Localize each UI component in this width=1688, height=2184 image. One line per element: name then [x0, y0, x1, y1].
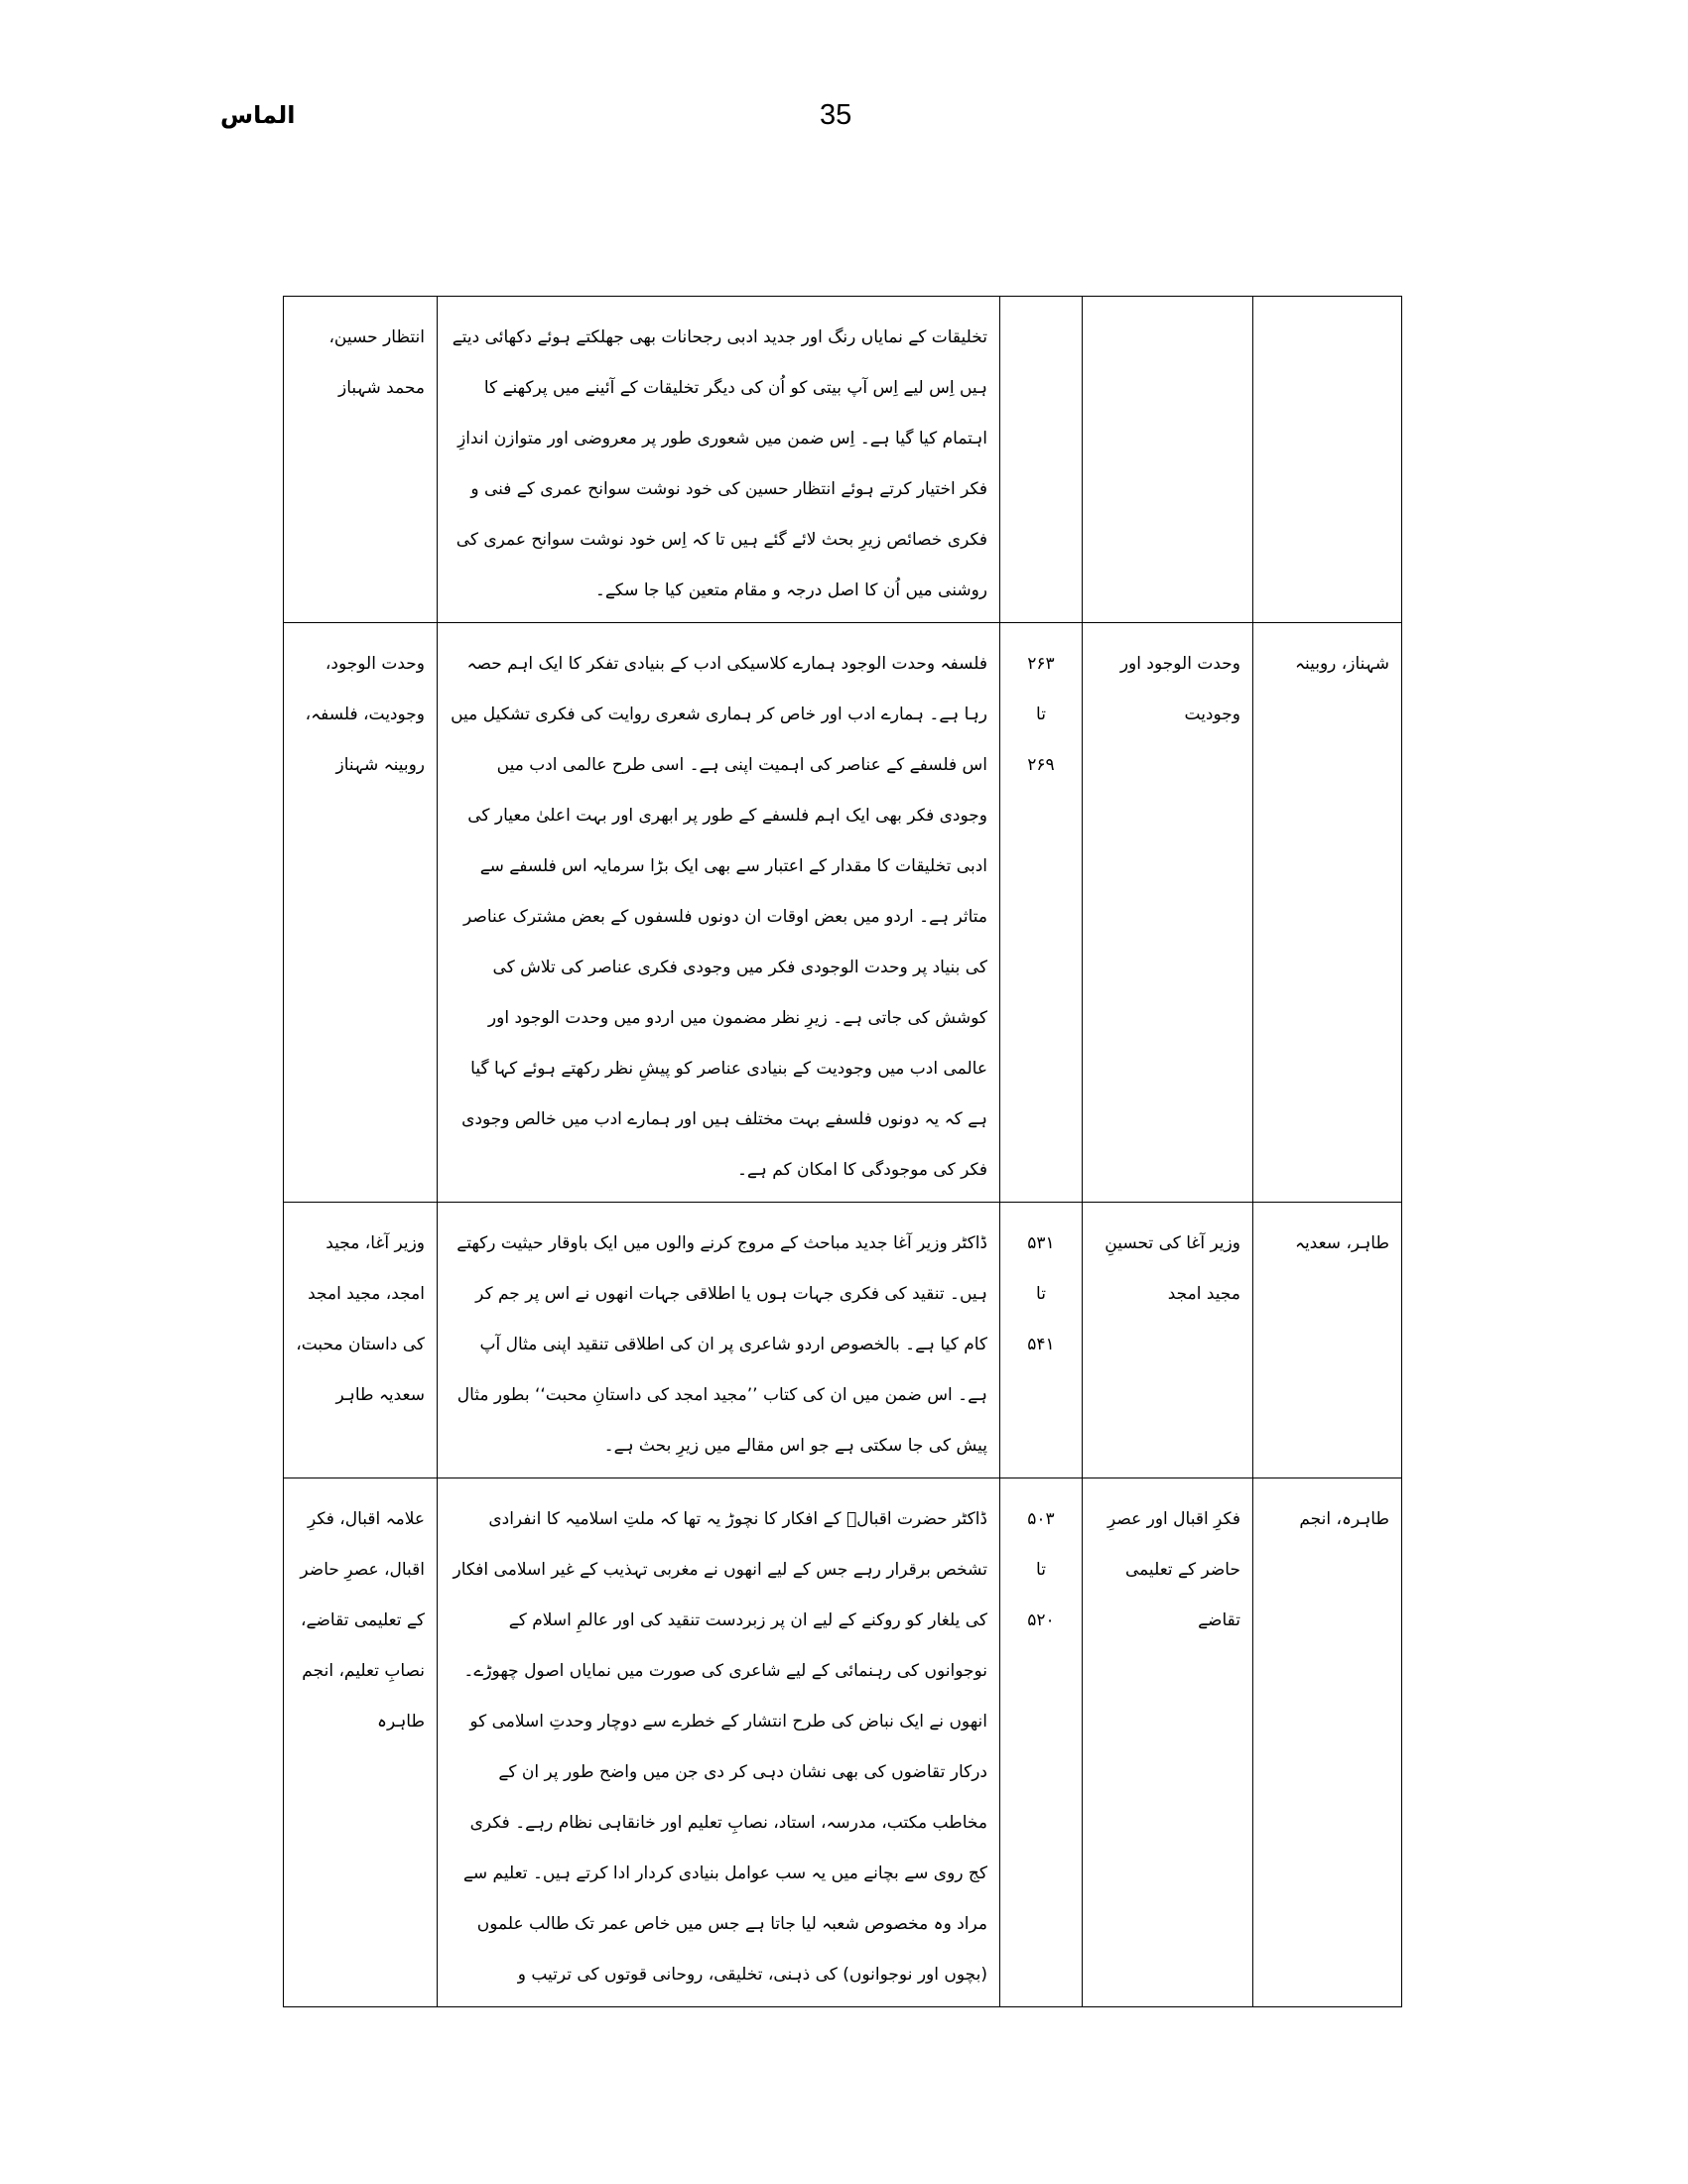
page-number: 35	[820, 99, 852, 131]
pages-cell	[1000, 623, 1083, 1203]
title-cell: وحدت الوجود اور وجودیت	[1083, 623, 1253, 1203]
page-range-separator: تا	[1036, 1284, 1046, 1304]
page-end: ۲۶۹	[1027, 755, 1055, 775]
journal-name: الماس	[220, 101, 296, 129]
author-cell	[1253, 297, 1402, 623]
keywords-cell: وحدت الوجود، وجودیت، فلسفہ، روبینہ شہناز	[284, 623, 438, 1203]
keywords-cell: وزیر آغا، مجید امجد، مجید امجد کی داستان محبت، سعدیہ طاہر	[284, 1203, 438, 1478]
author-cell: طاہر، سعدیہ	[1253, 1203, 1402, 1478]
title-cell: وزیر آغا کی تحسینِ مجید امجد	[1083, 1203, 1253, 1478]
page-end: ۵۴۱	[1027, 1335, 1055, 1354]
title-cell	[1083, 297, 1253, 623]
page-range-separator: تا	[1036, 705, 1046, 724]
title-cell: فکرِ اقبال اور عصرِ حاضر کے تعلیمی تقاضے	[1083, 1478, 1253, 2007]
keywords-cell: علامہ اقبال، فکرِ اقبال، عصرِ حاضر کے تعلیمی تقاضے، نصابِ تعلیم، انجم طاہرہ	[284, 1478, 438, 2007]
author-cell: طاہرہ، انجم	[1253, 1478, 1402, 2007]
abstract-cell: ڈاکٹر حضرت اقبالؒ کے افکار کا نچوڑ یہ تھا کہ ملتِ اسلامیہ کا انفرادی تشخص برقرار رہے جس کے لیے انھوں نے مغربی تہذیب کے غیر اسلامی افکار کی یلغار کو روکنے کے لیے ان پر زبردست تنقید کی اور عالمِ اسلام کے نوجوانوں کی رہنمائی کے لیے شاعری کی صورت میں نمایاں اصول چھوڑے۔ انھوں نے ایک نباض کی طرح انتشار کے خطرے سے دوچار وحدتِ اسلامی کو درکار تقاضوں کی بھی نشان دہی کر دی جن میں واضح طور پر ان کے مخاطب مکتب، مدرسہ، استاد، نصابِ تعلیم اور خانقاہی نظام رہے۔ فکری کج روی سے بچانے میں یہ سب عوامل بنیادی کردار ادا کرتے ہیں۔ تعلیم سے مراد وہ مخصوص شعبہ لیا جاتا ہے جس میں خاص عمر تک طالب علموں (بچوں اور نوجوانوں) کی ذہنی، تخلیقی، روحانی قوتوں کی ترتیب و	[438, 1478, 1000, 2007]
page-range-separator: تا	[1036, 1560, 1046, 1580]
table-row	[284, 1203, 1402, 1478]
pages-cell	[1000, 297, 1083, 623]
page-start: ۵۳۱	[1027, 1233, 1055, 1253]
page-end: ۵۲۰	[1027, 1610, 1055, 1630]
pages-cell	[1000, 1203, 1083, 1478]
table-row	[284, 623, 1402, 1203]
pages-cell	[1000, 1478, 1083, 2007]
abstract-cell: ڈاکٹر وزیر آغا جدید مباحث کے مروج کرنے والوں میں ایک باوقار حیثیت رکھتے ہیں۔ تنقید کی فکری جہات ہوں یا اطلاقی جہات انھوں نے اس پر جم کر کام کیا ہے۔ بالخصوص اردو شاعری پر ان کی اطلاقی تنقید اپنی مثال آپ ہے۔ اس ضمن میں ان کی کتاب ’’مجید امجد کی داستانِ محبت‘‘ بطور مثال پیش کی جا سکتی ہے جو اس مقالے میں زیرِ بحث ہے۔	[438, 1203, 1000, 1478]
table-row	[284, 1478, 1402, 2007]
abstract-cell: تخلیقات کے نمایاں رنگ اور جدید ادبی رجحانات بھی جھلکتے ہوئے دکھائی دیتے ہیں اِس لیے اِس آپ بیتی کو اُن کی دیگر تخلیقات کے آئینے میں پرکھنے کا اہتمام کیا گیا ہے۔ اِس ضمن میں شعوری طور پر معروضی اور متوازن اندازِ فکر اختیار کرتے ہوئے انتظار حسین کی خود نوشت سوانح عمری کے فنی و فکری خصائص زیرِ بحث لائے گئے ہیں تا کہ اِس خود نوشت سوانح عمری کی روشنی میں اُن کا اصل درجہ و مقام متعین کیا جا سکے۔	[438, 297, 1000, 623]
author-cell: شہناز، روبینہ	[1253, 623, 1402, 1203]
page-start: ۵۰۳	[1027, 1509, 1055, 1529]
article-index-table	[283, 296, 1402, 2007]
keywords-cell: انتظار حسین، محمد شہباز	[284, 297, 438, 623]
page-start: ۲۶۳	[1027, 654, 1055, 674]
table-row	[284, 297, 1402, 623]
abstract-cell: فلسفہ وحدت الوجود ہمارے کلاسیکی ادب کے بنیادی تفکر کا ایک اہم حصہ رہا ہے۔ ہمارے ادب اور خاص کر ہماری شعری روایت کی فکری تشکیل میں اس فلسفے کے عناصر کی اہمیت اپنی ہے۔ اسی طرح عالمی ادب میں وجودی فکر بھی ایک اہم فلسفے کے طور پر ابھری اور بہت اعلیٰ معیار کی ادبی تخلیقات کا مقدار کے اعتبار سے بھی ایک بڑا سرمایہ اس فلسفے سے متاثر ہے۔ اردو میں بعض اوقات ان دونوں فلسفوں کے بعض مشترک عناصر کی بنیاد پر وحدت الوجودی فکر میں وجودی فکری عناصر کی تلاش کی کوشش کی جاتی ہے۔ زیرِ نظر مضمون میں اردو میں وحدت الوجود اور عالمی ادب میں وجودیت کے بنیادی عناصر کو پیشِ نظر رکھتے ہوئے کہا گیا ہے کہ یہ دونوں فلسفے بہت مختلف ہیں اور ہمارے ادب میں خالص وجودی فکر کی موجودگی کا امکان کم ہے۔	[438, 623, 1000, 1203]
